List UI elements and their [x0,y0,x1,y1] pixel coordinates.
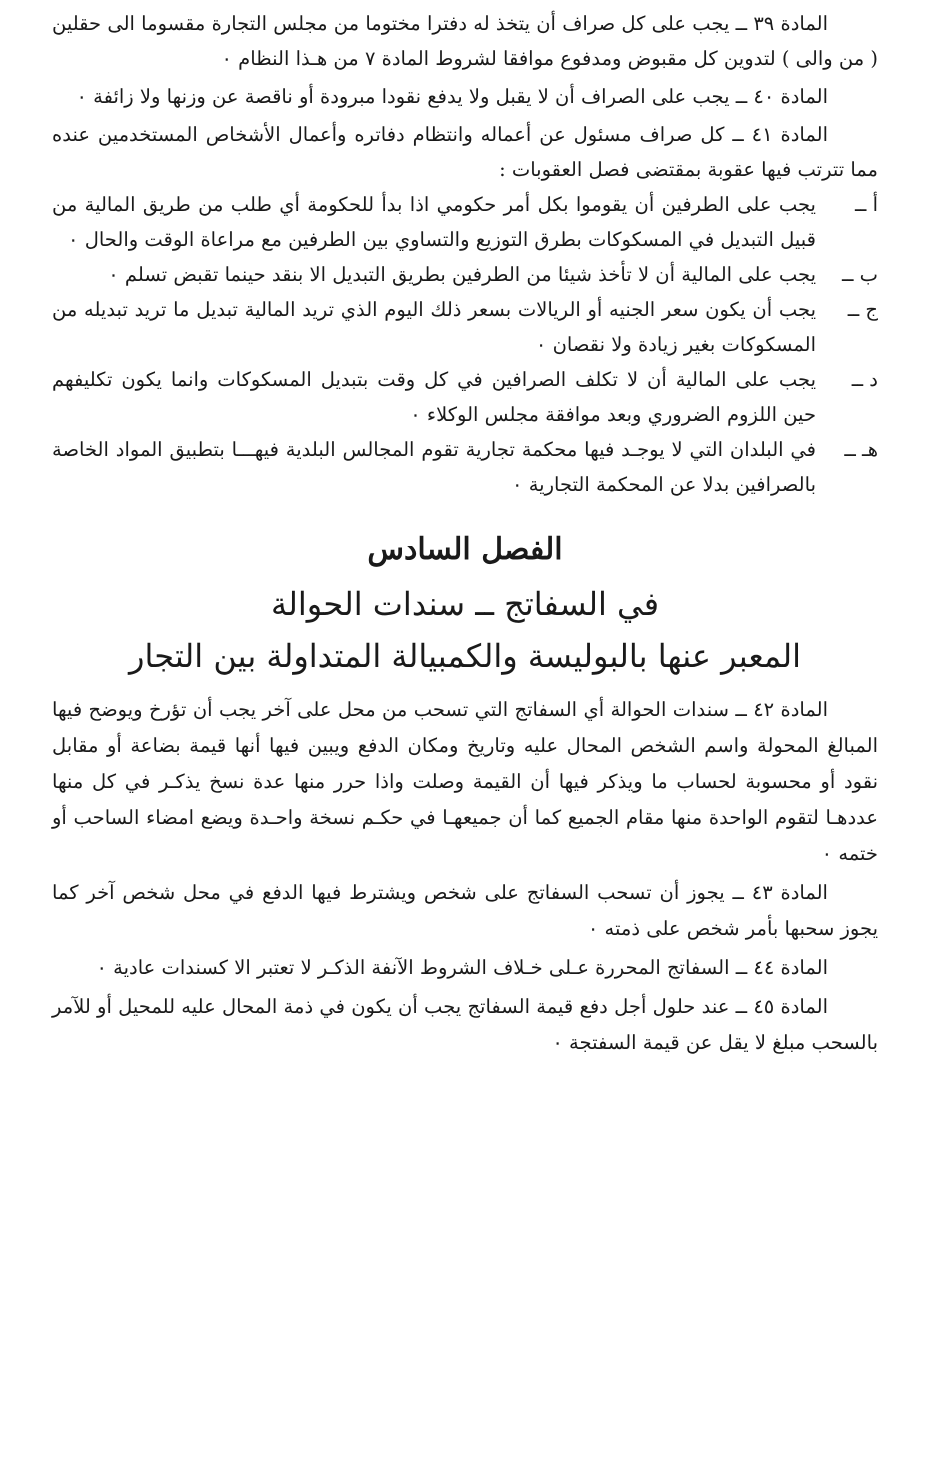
item-letter: ج ــ [847,298,878,321]
list-item [52,187,878,257]
list-item [52,432,878,502]
item-text: في البلدان التي لا يوجـد فيها محكمة تجارية تقوم المجالس البلدية فيهـــا بتطبيق المواد الخاصة بالصرافين بدلا عن المحكمة التجارية ٠ [52,438,816,496]
article-42: المادة ٤٢ ــ سندات الحوالة أي السفاتج التي تسحب من محل على آخر يجب أن تؤرخ ويوضح فيها المبالغ المحولة واسم الشخص المحال عليه وتاريخ ومكان الدفع ويبين فيها أنها قيمة بضاعة أو مقابل نقود أو محسوبة لحساب ما ويذكر فيها أن القيمة وصلت واذا حرر منها عدة نسخ يذكـر في كل منها عددهـا لتقوم الواحدة منها مقام الجميع كما أن جميعهـا في حكـم نسخة واحـدة ويضع امضاء الساحب أو ختمه ٠ [52,698,878,865]
chapter-subtitle-line-1: في السفاتج ــ سندات الحوالة [271,585,659,623]
article-41: المادة ٤١ ــ كل صراف مسئول عن أعماله وانتظام دفاتره وأعمال الأشخاص المستخدمين عنده مما تترتب فيها عقوبة بمقتضى فصل العقوبات : [52,123,878,181]
item-text: يجب على الطرفين أن يقوموا بكل أمر حكومي اذا بدأ للحكومة أي طلب من طريق المالية من قبيل التبديل في المسكوكات بطرق التوزيع والتساوي بين الطرفين مع مراعاة الوقت والحال ٠ [52,193,816,251]
article-40: المادة ٤٠ ــ يجب على الصراف أن لا يقبل ولا يدفع نقودا مبرودة أو ناقصة عن وزنها ولا زائفة ٠ [76,85,828,108]
item-letter: ب ــ [842,263,878,286]
article-44: المادة ٤٤ ــ السفاتج المحررة عـلى خـلاف الشروط الآنفة الذكـر لا تعتبر الا كسندات عادية ٠ [96,956,828,979]
list-item [52,362,878,432]
item-text: يجب على المالية أن لا تأخذ شيئا من الطرفين بطريق التبديل الا بنقد حينما تقبض تسلم ٠ [108,263,816,286]
item-letter: هـ ــ [844,438,878,461]
article-45: المادة ٤٥ ــ عند حلول أجل دفع قيمة السفاتج يجب أن يكون في ذمة المحال عليه للمحيل أو للآمر بالسحب مبلغ لا يقل عن قيمة السفتجة ٠ [52,995,878,1054]
chapter-title: الفصل السادس [367,532,563,567]
list-item [52,257,878,292]
item-text: يجب أن يكون سعر الجنيه أو الريالات بسعر ذلك اليوم الذي تريد المالية تبديل ما تريد تبديله من المسكوكات بغير زيادة ولا نقصان ٠ [52,298,816,356]
article-39: المادة ٣٩ ــ يجب على كل صراف أن يتخذ له دفترا مختوما من مجلس التجارة مقسوما الى حقلين ( من والى ) لتدوين كل مقبوض ومدفوع موافقا لشروط المادة ٧ من هـذا النظام ٠ [52,12,878,70]
item-letter: أ ــ [854,193,878,216]
list-item [52,292,878,362]
article-43: المادة ٤٣ ــ يجوز أن تسحب السفاتج على شخص ويشترط فيها الدفع في محل شخص آخر كما يجوز سحبها بأمر شخص على ذمته ٠ [52,881,878,940]
item-text: يجب على المالية أن لا تكلف الصرافين في كل وقت بتبديل المسكوكات وانما يكون تكليفهم حين اللزوم الضروري وبعد موافقة مجلس الوكلاء ٠ [52,368,816,426]
chapter-subtitle-line-2: المعبر عنها بالبوليسة والكمبيالة المتداولة بين التجار [128,637,802,675]
item-letter: د ــ [851,368,878,391]
document-page [52,6,878,1064]
